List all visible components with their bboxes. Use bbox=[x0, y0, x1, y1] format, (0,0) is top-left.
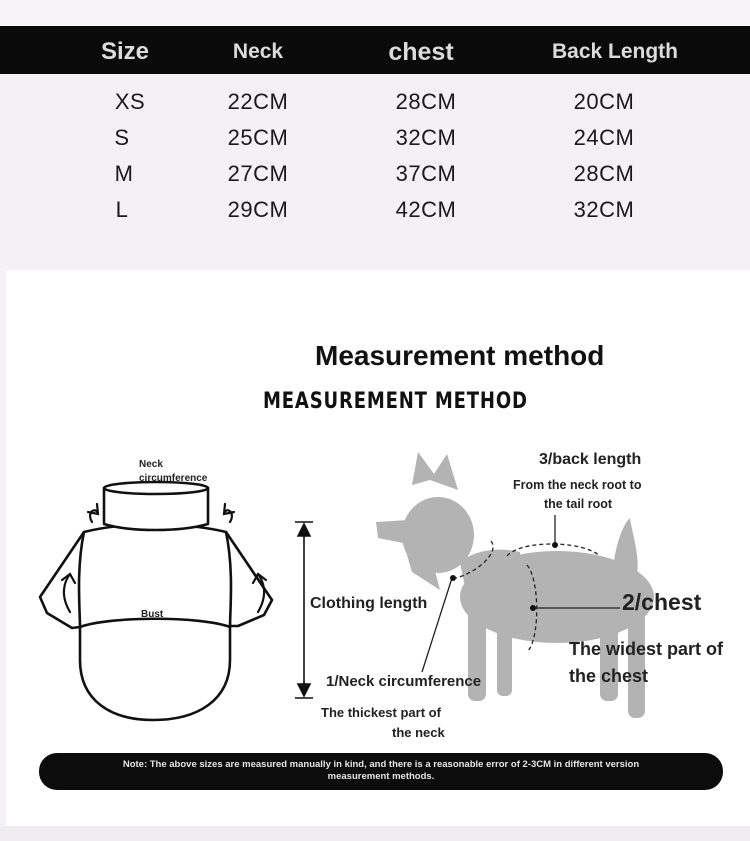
neck-desc-2: the neck bbox=[392, 725, 445, 740]
back-length-desc-2: the tail root bbox=[544, 497, 613, 511]
cell-size: L bbox=[115, 197, 129, 222]
cell-back-length: 20CM bbox=[573, 89, 635, 114]
header-back-length: Back Length bbox=[551, 40, 679, 63]
cell-neck: 22CM bbox=[227, 89, 289, 114]
cell-neck: 29CM bbox=[227, 197, 289, 222]
header-neck: Neck bbox=[232, 40, 284, 63]
cell-chest: 32CM bbox=[395, 125, 457, 150]
back-length-desc-1: From the neck root to bbox=[513, 478, 642, 492]
garment-outline-icon bbox=[40, 482, 272, 720]
cell-size: M bbox=[114, 161, 134, 186]
cell-chest: 37CM bbox=[395, 161, 457, 186]
cell-back-length: 32CM bbox=[573, 197, 635, 222]
clothing-length-label: Clothing length bbox=[310, 595, 428, 612]
measurement-title: Measurement method bbox=[315, 340, 605, 371]
garment-neck-label-2: circumference bbox=[139, 473, 208, 484]
measurement-subtitle: MEASUREMENT METHOD bbox=[263, 389, 528, 414]
chest-title: 2/chest bbox=[622, 589, 702, 615]
cell-neck: 27CM bbox=[227, 161, 289, 186]
header-size: Size bbox=[100, 38, 150, 65]
cell-back-length: 28CM bbox=[573, 161, 635, 186]
garment-bust-label: Bust bbox=[141, 609, 164, 620]
header-chest: chest bbox=[388, 38, 454, 66]
cell-back-length: 24CM bbox=[573, 125, 635, 150]
cell-neck: 25CM bbox=[227, 125, 289, 150]
chest-desc-2: the chest bbox=[569, 666, 649, 686]
note-banner bbox=[39, 753, 723, 790]
cell-size: XS bbox=[114, 89, 146, 114]
chest-desc-1: The widest part of bbox=[569, 639, 724, 659]
back-length-title: 3/back length bbox=[539, 451, 642, 468]
neck-desc-1: The thickest part of bbox=[321, 705, 441, 720]
cell-size: S bbox=[114, 125, 130, 150]
cell-chest: 42CM bbox=[395, 197, 457, 222]
note-line-1: Note: The above sizes are measured manually in kind, and there is a reasonable error of 2-3CM in different version bbox=[122, 759, 640, 770]
cell-chest: 28CM bbox=[395, 89, 457, 114]
garment-neck-label-1: Neck bbox=[139, 459, 163, 470]
neck-title: 1/Neck circumference bbox=[326, 673, 482, 690]
note-line-2: measurement methods. bbox=[327, 771, 435, 782]
